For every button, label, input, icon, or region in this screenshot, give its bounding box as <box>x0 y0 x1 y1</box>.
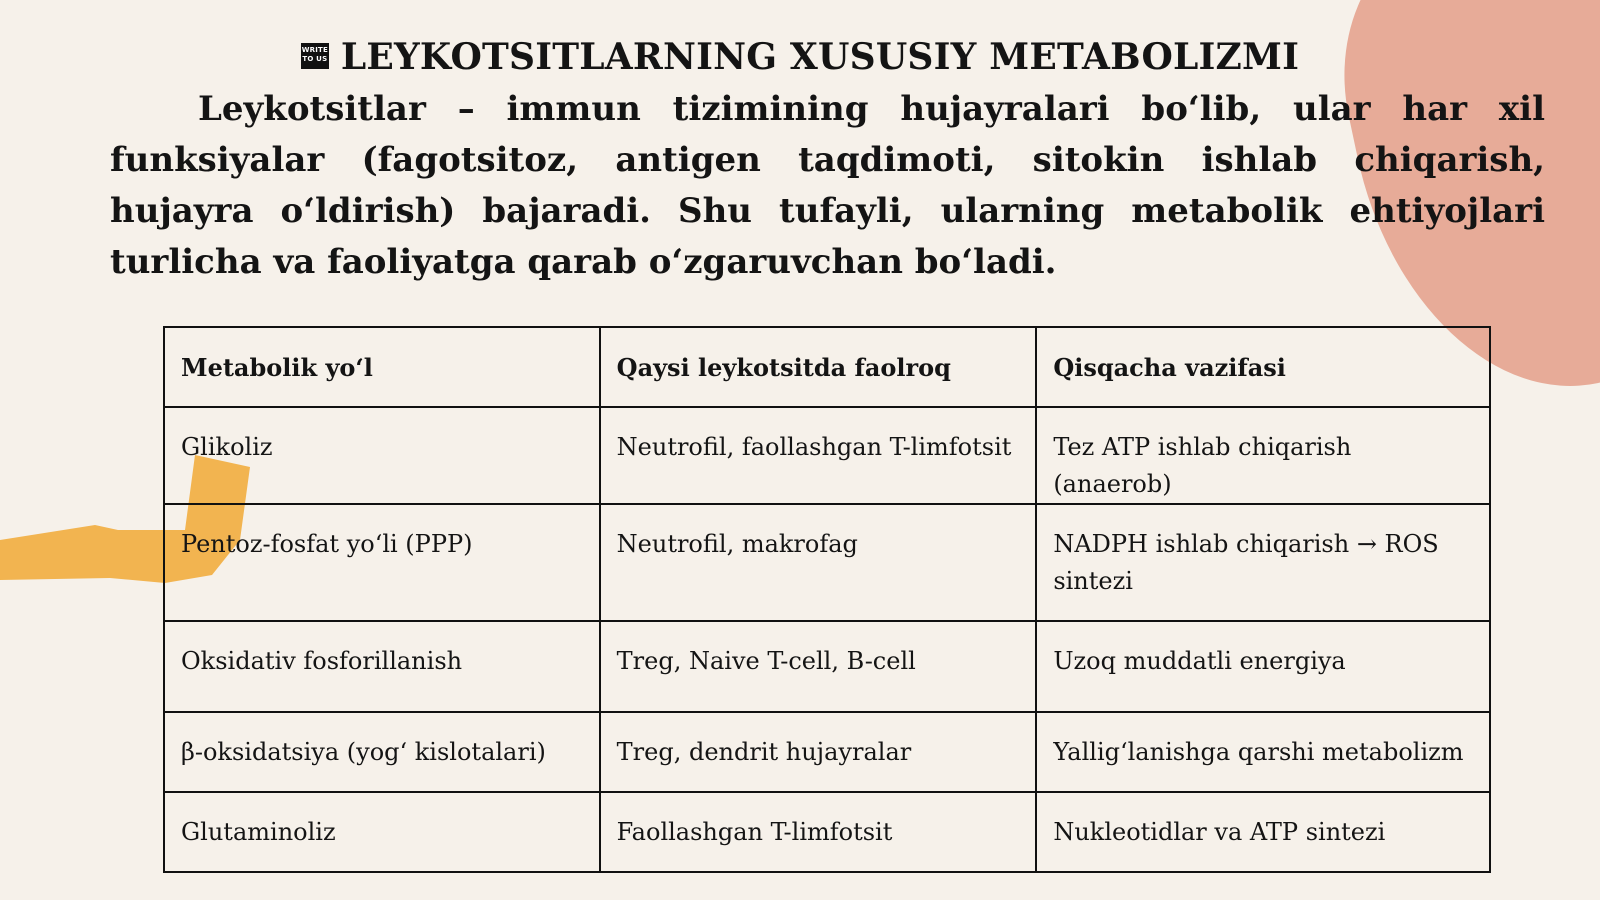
cell-function: NADPH ishlab chiqarish → ROS sintezi <box>1036 504 1490 621</box>
write-to-us-icon: WRITE TO US <box>301 43 329 69</box>
cell-leukocyte: Faollashgan T-limfotsit <box>600 792 1037 872</box>
table-row <box>164 792 1490 872</box>
cell-function: Yallig‘lanishga qarshi metabolizm <box>1036 712 1490 792</box>
cell-pathway: Glikoliz <box>164 407 600 504</box>
header-pathway: Metabolik yo‘l <box>164 327 600 407</box>
cell-pathway: β-oksidatsiya (yog‘ kislotalari) <box>164 712 600 792</box>
cell-function: Nukleotidlar va ATP sintezi <box>1036 792 1490 872</box>
header-function: Qisqacha vazifasi <box>1036 327 1490 407</box>
metabolism-table <box>163 326 1491 873</box>
cell-pathway: Glutaminoliz <box>164 792 600 872</box>
slide-title <box>0 36 1600 78</box>
table-row <box>164 504 1490 621</box>
cell-leukocyte: Neutrofil, faollashgan T-limfotsit <box>600 407 1037 504</box>
cell-leukocyte: Treg, dendrit hujayralar <box>600 712 1037 792</box>
cell-function: Uzoq muddatli energiya <box>1036 621 1490 712</box>
table-row <box>164 621 1490 712</box>
title-text: LEYKOTSITLARNING XUSUSIY METABOLIZMI <box>340 36 1300 78</box>
cell-leukocyte: Treg, Naive T-cell, B-cell <box>600 621 1037 712</box>
intro-paragraph: Leykotsitlar – immun tizimining hujayralari bo‘lib, ular har xil funksiyalar (fagotsitoz, antigen taqdimoti, sitokin ishlab chiqarish, hujayra o‘ldirish) bajaradi. Shu tufayli, ularning metabolik ehtiyojlari turlicha va faoliyatga qarab o‘zgaruvchan bo‘ladi. <box>110 89 1545 282</box>
header-leukocyte: Qaysi leykotsitda faolroq <box>600 327 1037 407</box>
cell-pathway: Pentoz-fosfat yo‘li (PPP) <box>164 504 600 621</box>
cell-pathway: Oksidativ fosforillanish <box>164 621 600 712</box>
cell-leukocyte: Neutrofil, makrofag <box>600 504 1037 621</box>
cell-function: Tez ATP ishlab chiqarish (anaerob) <box>1036 407 1490 504</box>
table-row <box>164 712 1490 792</box>
table-header-row <box>164 327 1490 407</box>
table-row <box>164 407 1490 504</box>
